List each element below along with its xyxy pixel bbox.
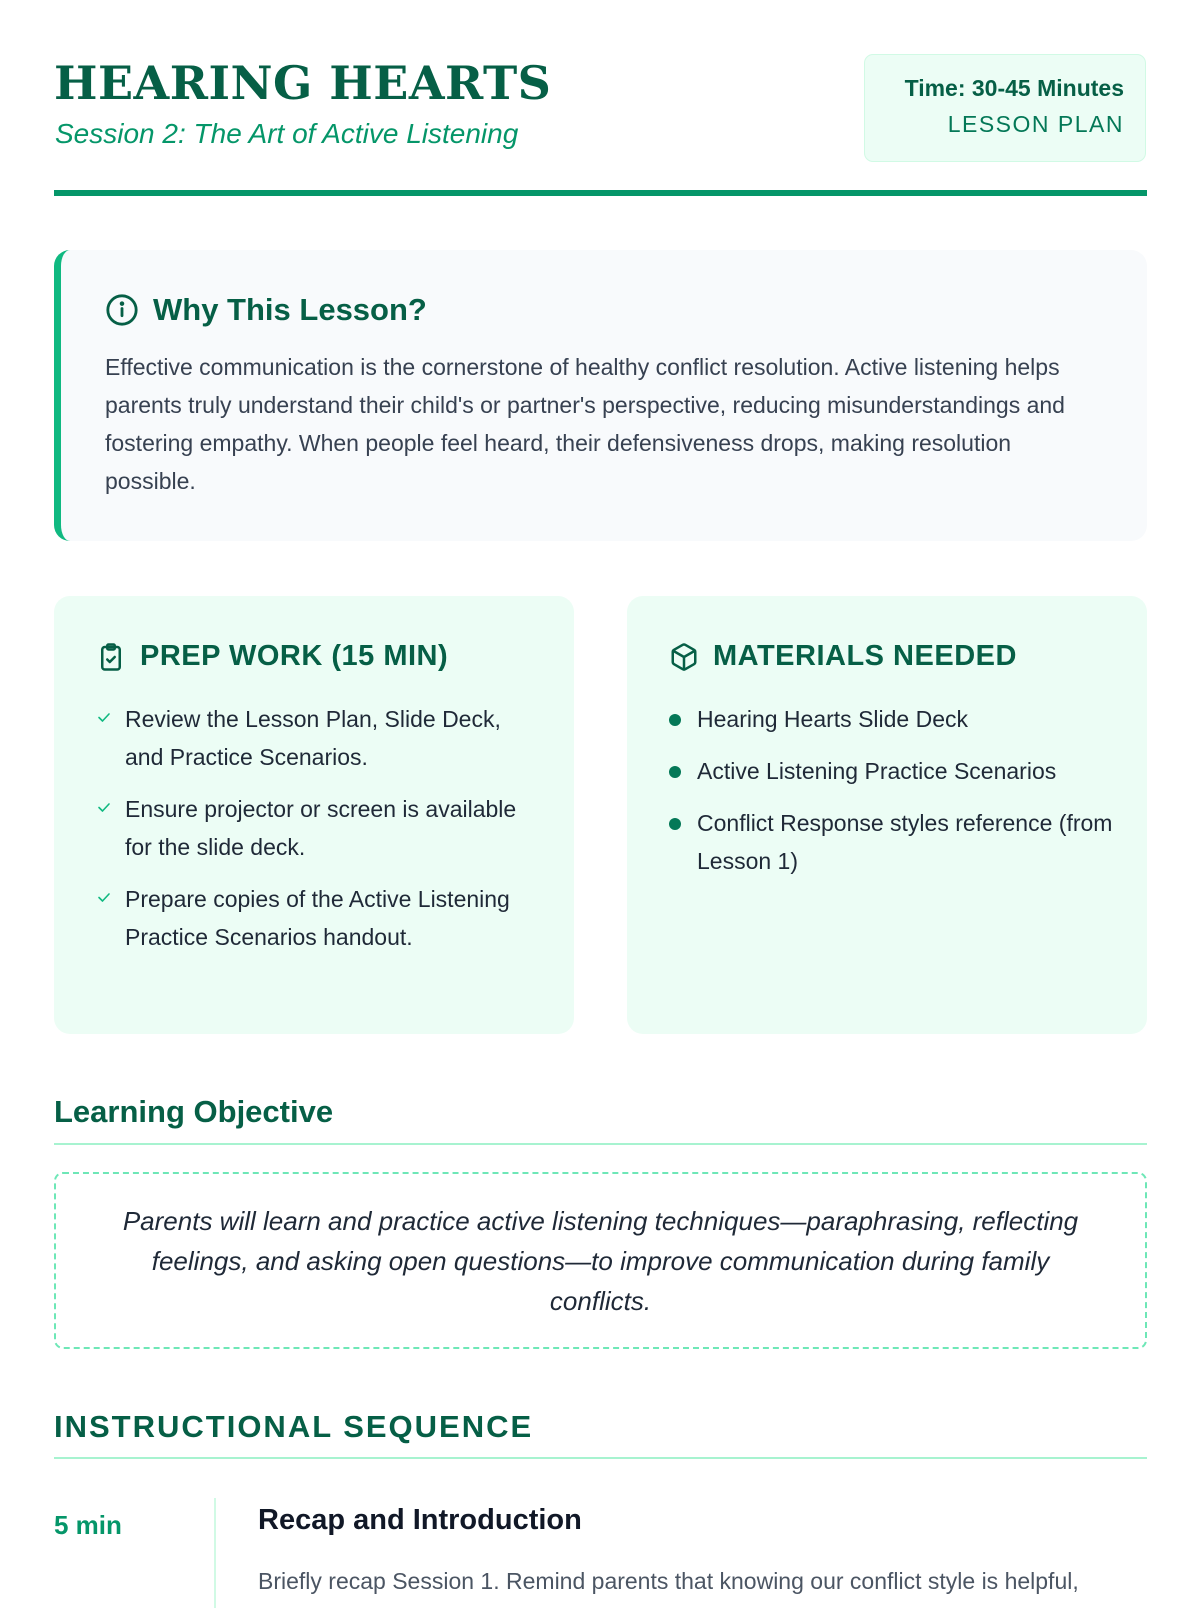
why-lesson-body: Effective communication is the cornerstone of healthy conflict resolution. Active listening helps parents truly understand their child's or partner's perspective, reducing misunderstandings and fostering empathy. When people feel heard, their defensiveness drops, making resolution possible. [105, 354, 1065, 494]
time-badge [864, 54, 1146, 162]
prep-item-text: Review the Lesson Plan, Slide Deck, and Practice Scenarios. [125, 706, 501, 770]
check-icon [96, 799, 112, 815]
materials-list [669, 700, 1127, 894]
list-item [96, 700, 535, 776]
prep-work-heading: PREP WORK (15 MIN) [140, 640, 449, 672]
why-lesson-card [54, 250, 1147, 541]
bullet-icon [669, 818, 681, 830]
page-subtitle: Session 2: The Art of Active Listening [55, 118, 519, 149]
prep-work-list [96, 700, 535, 970]
why-lesson-header [105, 292, 427, 328]
info-icon [105, 293, 139, 327]
step-title: Recap and Introduction [258, 1504, 582, 1536]
header-divider [54, 190, 1147, 196]
bullet-icon [669, 714, 681, 726]
instructional-sequence-heading: INSTRUCTIONAL SEQUENCE [54, 1409, 534, 1444]
learning-objective-divider [54, 1143, 1147, 1145]
why-lesson-heading: Why This Lesson? [153, 292, 427, 327]
step-description: Briefly recap Session 1. Remind parents that knowing our conflict style is helpful, [258, 1568, 1079, 1594]
list-item [669, 804, 1127, 880]
materials-header [669, 640, 1017, 673]
document-type-label: LESSON PLAN [947, 110, 1124, 137]
check-icon [96, 709, 112, 725]
list-item [96, 790, 535, 866]
check-icon [96, 889, 112, 905]
learning-objective-text: Parents will learn and practice active listening techniques—paraphrasing, reflecting feelings, and asking open questions—to improve communication during family conflicts. [122, 1205, 1079, 1316]
materials-card [627, 596, 1147, 1034]
learning-objective-heading: Learning Objective [54, 1094, 334, 1129]
list-item [669, 700, 1127, 738]
bullet-icon [669, 766, 681, 778]
box-icon [669, 642, 699, 672]
step-duration: 5 min [54, 1510, 122, 1540]
material-item-text: Active Listening Practice Scenarios [697, 758, 1057, 784]
instructional-sequence-divider [54, 1457, 1147, 1459]
learning-objective-box [54, 1172, 1147, 1349]
prep-work-card [54, 596, 574, 1034]
time-label: Time: 30-45 Minutes [904, 75, 1124, 101]
timeline-line [214, 1498, 216, 1608]
material-item-text: Conflict Response styles reference (from Lesson 1) [697, 810, 1113, 874]
page-title: HEARING HEARTS [54, 56, 552, 110]
prep-item-text: Prepare copies of the Active Listening Practice Scenarios handout. [125, 886, 510, 950]
material-item-text: Hearing Hearts Slide Deck [697, 706, 969, 732]
prep-work-header [96, 640, 448, 673]
list-item [669, 752, 1127, 790]
materials-heading: MATERIALS NEEDED [713, 640, 1017, 672]
list-item [96, 880, 535, 956]
prep-item-text: Ensure projector or screen is available for the slide deck. [125, 796, 517, 860]
clipboard-check-icon [96, 642, 126, 672]
